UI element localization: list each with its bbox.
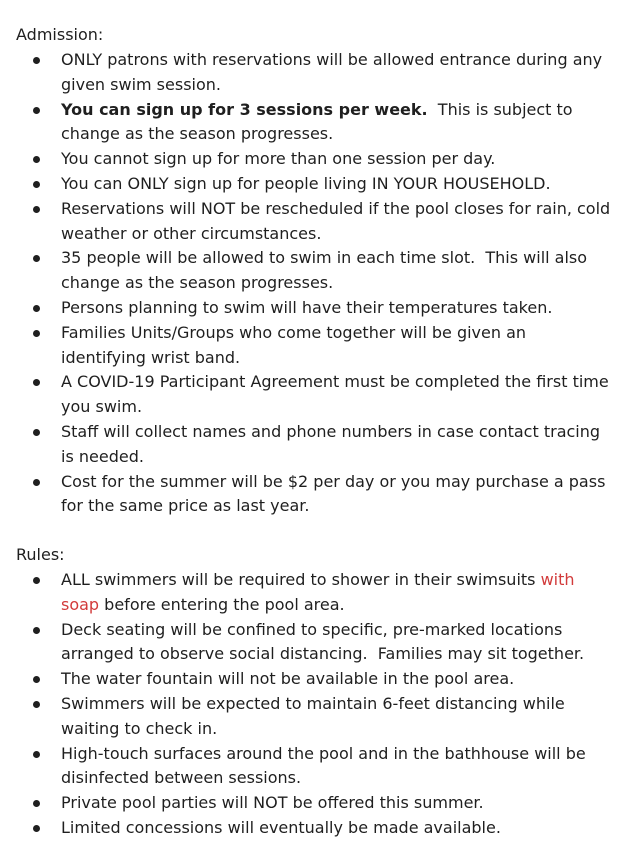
bullet-icon [33,107,40,114]
item-text: You can ONLY sign up for people living IN YOUR HOUSEHOLD. [61,173,551,193]
item-text: ALL swimmers will be required to shower in their swimsuits [61,570,541,589]
rules-item [0,791,611,816]
admission-item [0,321,611,371]
emphasized-text: You can sign up for 3 sessions per week. [61,99,428,119]
rules-heading: Rules: [16,545,65,564]
item-text: Families Units/Groups who come together will be given an identifying wrist band. [61,322,532,367]
item-text: Deck seating will be confined to specific, pre-marked locations arranged to observe social distancing. Families may sit together. [61,619,585,664]
bullet-icon [33,429,40,436]
bullet-icon [33,330,40,337]
admission-item [0,197,616,247]
bullet-icon [33,800,40,807]
bullet-icon [33,676,40,683]
bullet-icon [33,479,40,486]
item-text: Persons planning to swim will have their temperatures taken. [61,297,553,317]
bullet-icon [33,206,40,213]
item-text: before entering the pool area. [99,594,345,614]
admission-list [0,48,620,519]
item-text: ONLY patrons with reservations will be allowed entrance during any given swim session. [61,50,608,94]
admission-item [0,470,611,520]
bullet-icon [33,577,40,584]
item-text: This is subject to change as the season progresses. [61,99,578,144]
item-text: Staff will collect names and phone numbers in case contact tracing is needed. [61,421,606,466]
admission-heading: Admission: [16,25,104,44]
item-text: Cost for the summer will be $2 per day or you may purchase a pass for the same price as last year. [61,471,611,516]
bullet-icon [33,305,40,312]
item-text: High-touch surfaces around the pool and in the bathhouse will be disinfected between sessions. [61,743,591,788]
rules-item [0,618,611,668]
rules-item [0,568,611,618]
admission-item [0,246,611,296]
bullet-icon [33,751,40,758]
item-text: A COVID-19 Participant Agreement must be completed the first time you swim. [61,372,614,417]
highlighted-text: with soap [61,570,580,614]
bullet-icon [33,156,40,163]
rules-item [0,816,611,841]
rules-item [0,667,611,692]
item-text: Swimmers will be expected to maintain 6-feet distancing while waiting to check in. [61,693,570,738]
rules-item [0,692,611,742]
bullet-icon [33,181,40,188]
item-text: Limited concessions will eventually be made available. [61,817,501,837]
bullet-icon [33,255,40,262]
item-text: Reservations will NOT be rescheduled if the pool closes for rain, cold weather or other circumstances. [61,198,616,243]
admission-item [0,172,611,197]
admission-item [0,296,611,321]
bullet-icon [33,825,40,832]
bullet-icon [33,57,40,64]
bullet-icon [33,701,40,708]
bullet-icon [33,627,40,634]
rules-list [0,568,620,841]
admission-item [0,370,614,420]
admission-item [0,98,611,148]
bullet-icon [33,379,40,386]
item-text: Private pool parties will NOT be offered this summer. [61,793,484,813]
admission-item [0,420,611,470]
item-text: You cannot sign up for more than one session per day. [61,149,496,169]
item-text: 35 people will be allowed to swim in each time slot. This will also change as the season progresses. [61,248,593,293]
item-text: The water fountain will not be available in the pool area. [61,669,515,689]
admission-item [0,147,611,172]
rules-item [0,742,611,792]
admission-item [0,48,611,98]
